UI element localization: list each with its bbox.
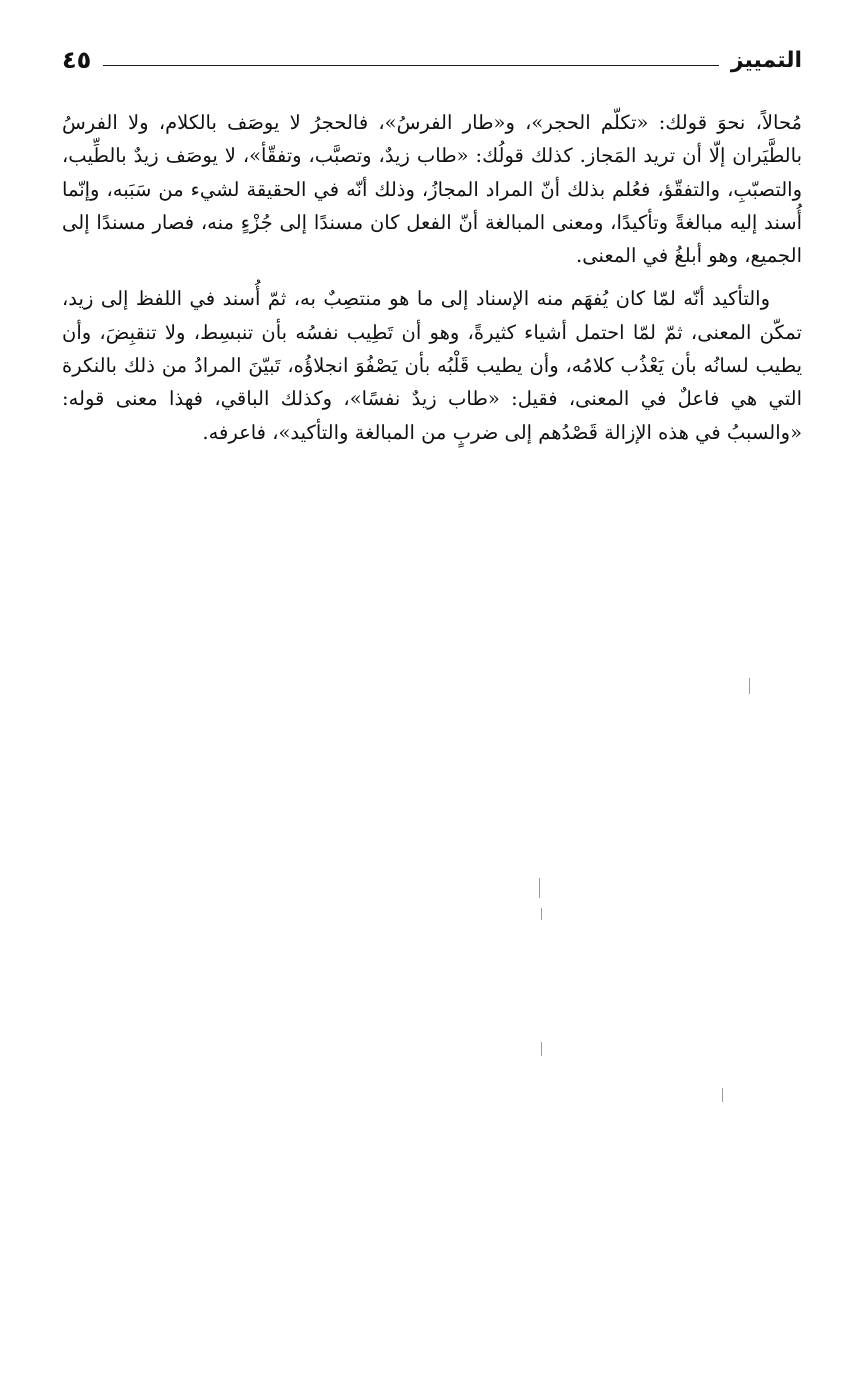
body-text [62, 106, 802, 449]
scan-artifact [749, 678, 750, 694]
paragraph-1: مُحالاً، نحوَ قولك: «تكلّم الحجر»، و«طار الفرسُ»، فالحجرُ لا يوصَف بالكلام، ولا الفرسُ بالطَّيَران إلّا أن تريد المَجاز. كذلك قولُك: «طاب زيدٌ، وتصبَّب، وتفقّأ»، لا يوصَف زيدٌ بالطِّيب، والتصبّبِ، والتفقّؤ، فعُلم بذلك أنّ المراد المجازُ، وذلك أنّه في الحقيقة لشيء من سَبَبه، وإنّما أُسند إليه مبالغةً وتأكيدًا، ومعنى المبالغة أنّ الفعل كان مسندًا إلى جُزْءٍ منه، فصار مسندًا إلى الجميع، وهو أبلغُ في المعنى. [62, 111, 802, 268]
scan-artifact [541, 908, 542, 920]
page-number: ٤٥ [62, 46, 92, 74]
scan-artifact [722, 1088, 723, 1102]
chapter-title: التمييز [730, 47, 802, 73]
scan-artifact [539, 878, 540, 898]
paragraph-2: والتأكيد أنّه لمّا كان يُفهَم منه الإسناد إلى ما هو منتصِبٌ به، ثمّ أُسند في اللفظ إلى زيد، تمكّن المعنى، ثمّ لمّا احتمل أشياء كثيرةً، وهو أن تَطِيب نفسُه بأن تنبسِط، ولا تنقبِضَ، وأن يطيب لسانُه بأن يَعْذُب كلامُه، وأن يطيب قَلْبُه بأن يَصْفُوَ انجلاؤُه، تَبيّنَ المرادُ من ذلك بالنكرة التي هي فاعلٌ في المعنى، فقيل: «طاب زيدٌ نفسًا»، وكذلك الباقي، فهذا معنى قوله: «والسببُ في هذه الإزالة قَصْدُهم إلى ضربٍ من المبالغة والتأكيد»، فاعرفه. [62, 287, 802, 444]
page-header [62, 40, 802, 80]
header-rule [103, 65, 719, 66]
scan-artifact [541, 1042, 542, 1056]
